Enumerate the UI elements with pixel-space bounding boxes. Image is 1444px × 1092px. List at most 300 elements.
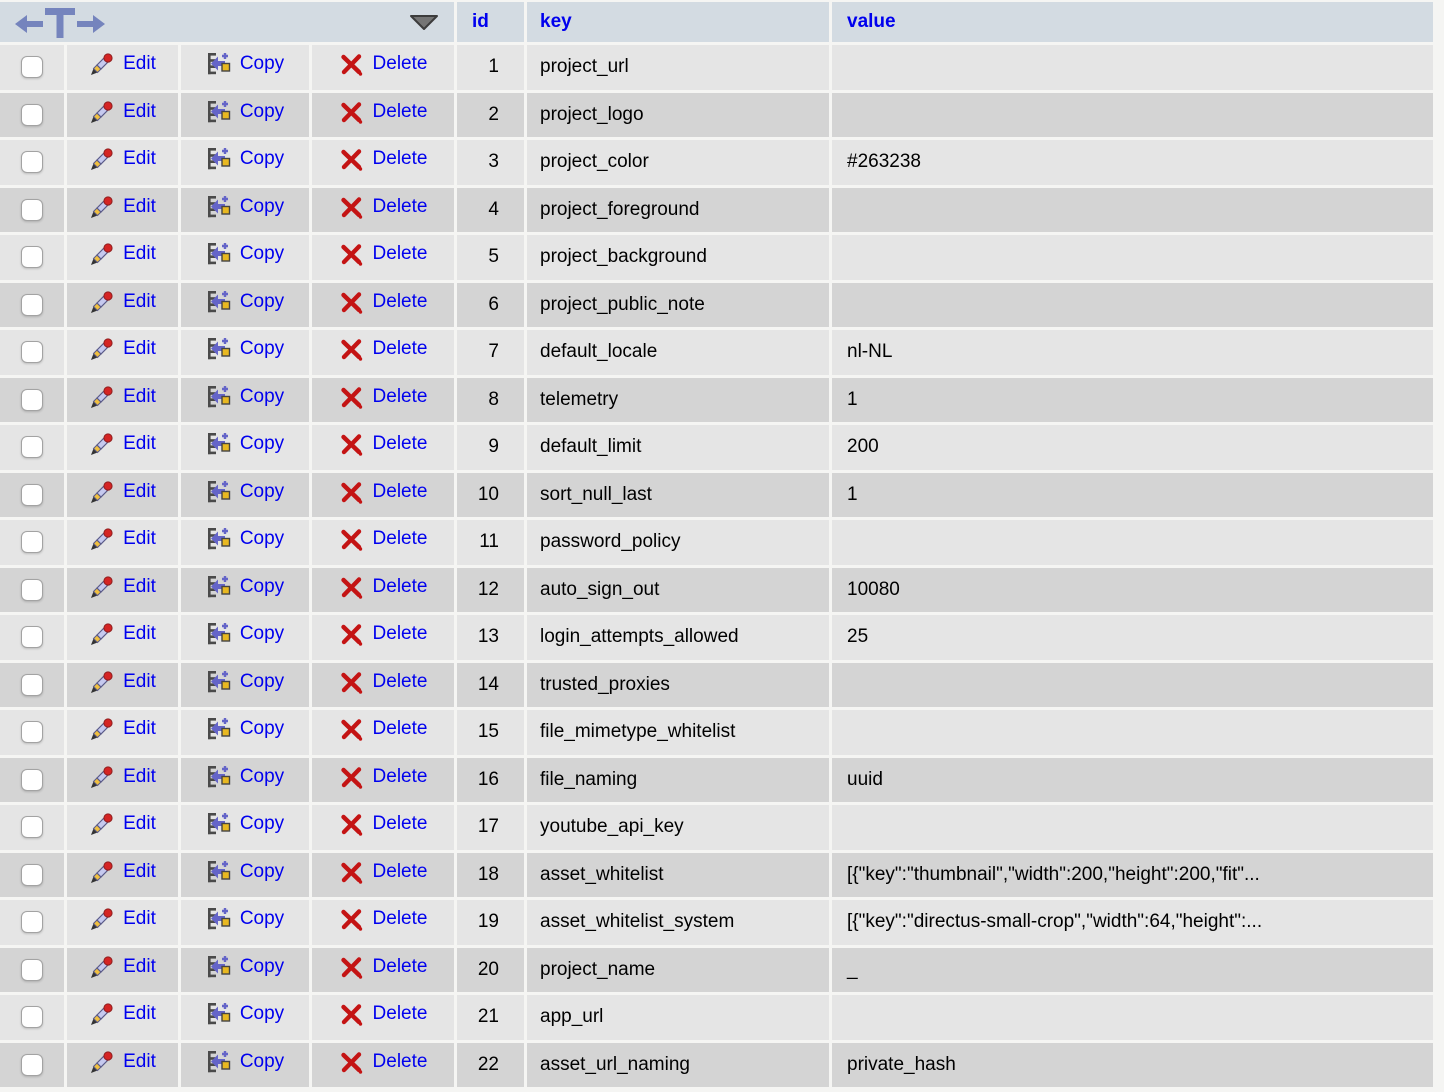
table-row [0, 283, 1433, 328]
row-value: _ [832, 948, 1433, 993]
red-x-icon [339, 194, 365, 220]
column-header-key[interactable]: key [540, 11, 572, 32]
pencil-icon [89, 1001, 115, 1027]
copy-row-icon [206, 859, 232, 885]
edit-label: Edit [123, 195, 156, 217]
row-id: 18 [457, 853, 524, 898]
edit-link[interactable] [89, 574, 156, 600]
row-id: 11 [457, 520, 524, 565]
edit-label: Edit [123, 575, 156, 597]
row-value [832, 235, 1433, 280]
pencil-icon [89, 146, 115, 172]
edit-link[interactable] [89, 716, 156, 742]
copy-label: Copy [239, 290, 285, 312]
row-value [832, 710, 1433, 755]
pencil-icon [89, 431, 115, 457]
row-id: 22 [457, 1043, 524, 1088]
copy-link[interactable] [206, 764, 284, 790]
copy-row-icon [206, 574, 232, 600]
row-key: asset_url_naming [527, 1043, 829, 1088]
table-row [0, 1043, 1433, 1088]
edit-link[interactable] [89, 621, 156, 647]
delete-label: Delete [372, 148, 428, 170]
pencil-icon [89, 526, 115, 552]
pencil-icon [89, 764, 115, 790]
edit-label: Edit [123, 100, 156, 122]
copy-link[interactable] [206, 954, 284, 980]
row-checkbox[interactable] [21, 1054, 43, 1076]
copy-link[interactable] [206, 621, 284, 647]
delete-link[interactable] [339, 526, 428, 552]
table-row [0, 948, 1433, 993]
row-key: app_url [527, 995, 829, 1040]
table-row [0, 758, 1433, 803]
row-key: file_naming [527, 758, 829, 803]
pencil-icon [89, 99, 115, 125]
copy-label: Copy [239, 908, 285, 930]
table-row [0, 425, 1433, 470]
edit-link[interactable] [89, 1049, 156, 1075]
delete-label: Delete [372, 528, 428, 550]
table-row [0, 853, 1433, 898]
copy-row-icon [206, 289, 232, 315]
row-value: [{"key":"directus-small-crop","width":64,"height":... [832, 900, 1433, 945]
row-id: 1 [457, 45, 524, 90]
edit-link[interactable] [89, 336, 156, 362]
edit-link[interactable] [89, 194, 156, 220]
delete-label: Delete [372, 1003, 428, 1025]
delete-label: Delete [372, 53, 428, 75]
edit-label: Edit [123, 1003, 156, 1025]
table-row [0, 235, 1433, 280]
delete-link[interactable] [339, 1001, 428, 1027]
copy-label: Copy [239, 433, 285, 455]
copy-link[interactable] [206, 431, 284, 457]
table-row [0, 805, 1433, 850]
row-key: project_public_note [527, 283, 829, 328]
edit-link[interactable] [89, 99, 156, 125]
edit-label: Edit [123, 385, 156, 407]
delete-link[interactable] [339, 384, 428, 410]
copy-row-icon [206, 716, 232, 742]
row-checkbox[interactable] [21, 721, 43, 743]
delete-link[interactable] [339, 669, 428, 695]
edit-label: Edit [123, 623, 156, 645]
red-x-icon [339, 479, 365, 505]
copy-row-icon [206, 621, 232, 647]
row-value: 25 [832, 615, 1433, 660]
copy-link[interactable] [206, 906, 284, 932]
delete-link[interactable] [339, 954, 428, 980]
row-key: project_color [527, 140, 829, 185]
column-move-icon[interactable] [12, 4, 108, 40]
pencil-icon [89, 621, 115, 647]
delete-link[interactable] [339, 431, 428, 457]
delete-label: Delete [372, 575, 428, 597]
row-id: 7 [457, 330, 524, 375]
row-id: 20 [457, 948, 524, 993]
delete-link[interactable] [339, 574, 428, 600]
column-header-id[interactable]: id [472, 11, 489, 32]
row-value [832, 188, 1433, 233]
copy-row-icon [206, 336, 232, 362]
copy-label: Copy [239, 528, 285, 550]
pencil-icon [89, 241, 115, 267]
edit-link[interactable] [89, 289, 156, 315]
row-id: 5 [457, 235, 524, 280]
edit-label: Edit [123, 433, 156, 455]
row-checkbox[interactable] [21, 1006, 43, 1028]
pencil-icon [89, 384, 115, 410]
red-x-icon [339, 431, 365, 457]
delete-link[interactable] [339, 146, 428, 172]
edit-label: Edit [123, 290, 156, 312]
table-row [0, 900, 1433, 945]
delete-link[interactable] [339, 336, 428, 362]
edit-label: Edit [123, 243, 156, 265]
red-x-icon [339, 526, 365, 552]
red-x-icon [339, 51, 365, 77]
row-checkbox[interactable] [21, 389, 43, 411]
row-value: private_hash [832, 1043, 1433, 1088]
edit-link[interactable] [89, 669, 156, 695]
row-value: uuid [832, 758, 1433, 803]
copy-link[interactable] [206, 716, 284, 742]
delete-link[interactable] [339, 716, 428, 742]
table-row [0, 568, 1433, 613]
copy-row-icon [206, 526, 232, 552]
row-id: 9 [457, 425, 524, 470]
row-id: 6 [457, 283, 524, 328]
pencil-icon [89, 669, 115, 695]
copy-link[interactable] [206, 811, 284, 837]
copy-link[interactable] [206, 241, 284, 267]
row-checkbox[interactable] [21, 579, 43, 601]
row-value: #263238 [832, 140, 1433, 185]
edit-link[interactable] [89, 51, 156, 77]
row-id: 14 [457, 663, 524, 708]
copy-row-icon [206, 479, 232, 505]
row-value: nl-NL [832, 330, 1433, 375]
row-key: sort_null_last [527, 473, 829, 518]
row-checkbox[interactable] [21, 769, 43, 791]
copy-link[interactable] [206, 99, 284, 125]
edit-label: Edit [123, 53, 156, 75]
red-x-icon [339, 289, 365, 315]
row-id: 3 [457, 140, 524, 185]
edit-label: Edit [123, 1050, 156, 1072]
delete-label: Delete [372, 623, 428, 645]
row-key: default_limit [527, 425, 829, 470]
edit-label: Edit [123, 338, 156, 360]
row-value [832, 45, 1433, 90]
copy-row-icon [206, 241, 232, 267]
header-row [0, 2, 1433, 42]
delete-label: Delete [372, 860, 428, 882]
copy-label: Copy [239, 195, 285, 217]
copy-label: Copy [239, 1003, 285, 1025]
row-key: login_attempts_allowed [527, 615, 829, 660]
delete-link[interactable] [339, 764, 428, 790]
copy-label: Copy [239, 718, 285, 740]
red-x-icon [339, 146, 365, 172]
row-checkbox[interactable] [21, 959, 43, 981]
row-checkbox[interactable] [21, 294, 43, 316]
pencil-icon [89, 289, 115, 315]
row-value [832, 93, 1433, 138]
delete-label: Delete [372, 338, 428, 360]
copy-link[interactable] [206, 669, 284, 695]
row-value [832, 663, 1433, 708]
table-row [0, 663, 1433, 708]
row-id: 10 [457, 473, 524, 518]
row-key: youtube_api_key [527, 805, 829, 850]
column-header-value[interactable]: value [847, 11, 896, 32]
copy-row-icon [206, 99, 232, 125]
copy-link[interactable] [206, 336, 284, 362]
delete-link[interactable] [339, 99, 428, 125]
row-checkbox[interactable] [21, 246, 43, 268]
copy-row-icon [206, 431, 232, 457]
red-x-icon [339, 336, 365, 362]
copy-label: Copy [239, 100, 285, 122]
delete-label: Delete [372, 195, 428, 217]
copy-row-icon [206, 146, 232, 172]
pencil-icon [89, 811, 115, 837]
copy-label: Copy [239, 813, 285, 835]
pencil-icon [89, 336, 115, 362]
row-checkbox[interactable] [21, 864, 43, 886]
row-key: password_policy [527, 520, 829, 565]
row-value [832, 995, 1433, 1040]
delete-label: Delete [372, 1050, 428, 1072]
copy-link[interactable] [206, 479, 284, 505]
copy-row-icon [206, 384, 232, 410]
copy-label: Copy [239, 623, 285, 645]
red-x-icon [339, 669, 365, 695]
row-id: 4 [457, 188, 524, 233]
red-x-icon [339, 764, 365, 790]
delete-label: Delete [372, 480, 428, 502]
red-x-icon [339, 1001, 365, 1027]
red-x-icon [339, 384, 365, 410]
delete-link[interactable] [339, 906, 428, 932]
copy-label: Copy [239, 860, 285, 882]
row-key: project_logo [527, 93, 829, 138]
delete-label: Delete [372, 433, 428, 455]
red-x-icon [339, 1049, 365, 1075]
copy-link[interactable] [206, 1001, 284, 1027]
pencil-icon [89, 1049, 115, 1075]
delete-label: Delete [372, 670, 428, 692]
copy-label: Copy [239, 955, 285, 977]
copy-link[interactable] [206, 146, 284, 172]
copy-row-icon [206, 764, 232, 790]
delete-link[interactable] [339, 479, 428, 505]
edit-link[interactable] [89, 526, 156, 552]
delete-link[interactable] [339, 859, 428, 885]
row-id: 12 [457, 568, 524, 613]
pencil-icon [89, 51, 115, 77]
copy-label: Copy [239, 670, 285, 692]
table-row [0, 378, 1433, 423]
edit-link[interactable] [89, 811, 156, 837]
row-checkbox[interactable] [21, 674, 43, 696]
table-row [0, 710, 1433, 755]
table-row [0, 330, 1433, 375]
delete-label: Delete [372, 100, 428, 122]
row-id: 8 [457, 378, 524, 423]
table-row [0, 140, 1433, 185]
row-key: project_url [527, 45, 829, 90]
copy-label: Copy [239, 385, 285, 407]
delete-link[interactable] [339, 194, 428, 220]
table-row [0, 45, 1433, 90]
copy-label: Copy [239, 1050, 285, 1072]
copy-label: Copy [239, 765, 285, 787]
delete-link[interactable] [339, 811, 428, 837]
delete-label: Delete [372, 243, 428, 265]
edit-label: Edit [123, 148, 156, 170]
red-x-icon [339, 621, 365, 647]
copy-label: Copy [239, 148, 285, 170]
edit-link[interactable] [89, 146, 156, 172]
table-row [0, 615, 1433, 660]
table-row [0, 93, 1433, 138]
red-x-icon [339, 811, 365, 837]
red-x-icon [339, 859, 365, 885]
edit-link[interactable] [89, 479, 156, 505]
row-key: file_mimetype_whitelist [527, 710, 829, 755]
row-value: 10080 [832, 568, 1433, 613]
row-key: project_foreground [527, 188, 829, 233]
copy-link[interactable] [206, 51, 284, 77]
pencil-icon [89, 954, 115, 980]
copy-row-icon [206, 954, 232, 980]
copy-link[interactable] [206, 194, 284, 220]
edit-link[interactable] [89, 954, 156, 980]
row-id: 15 [457, 710, 524, 755]
edit-label: Edit [123, 955, 156, 977]
table-row [0, 188, 1433, 233]
row-checkbox[interactable] [21, 341, 43, 363]
settings-table-body [0, 45, 1433, 1087]
row-id: 16 [457, 758, 524, 803]
edit-link[interactable] [89, 241, 156, 267]
edit-link[interactable] [89, 764, 156, 790]
edit-link[interactable] [89, 859, 156, 885]
copy-row-icon [206, 194, 232, 220]
red-x-icon [339, 954, 365, 980]
row-id: 13 [457, 615, 524, 660]
copy-label: Copy [239, 575, 285, 597]
edit-label: Edit [123, 528, 156, 550]
row-checkbox[interactable] [21, 816, 43, 838]
pencil-icon [89, 906, 115, 932]
row-checkbox[interactable] [21, 436, 43, 458]
row-checkbox[interactable] [21, 199, 43, 221]
table-row [0, 473, 1433, 518]
copy-label: Copy [239, 338, 285, 360]
delete-label: Delete [372, 908, 428, 930]
row-key: auto_sign_out [527, 568, 829, 613]
delete-link[interactable] [339, 51, 428, 77]
row-checkbox[interactable] [21, 151, 43, 173]
options-toggle-icon[interactable] [409, 14, 439, 31]
row-id: 2 [457, 93, 524, 138]
row-checkbox[interactable] [21, 484, 43, 506]
copy-label: Copy [239, 480, 285, 502]
table-row [0, 520, 1433, 565]
edit-label: Edit [123, 813, 156, 835]
copy-row-icon [206, 906, 232, 932]
row-checkbox[interactable] [21, 911, 43, 933]
delete-link[interactable] [339, 1049, 428, 1075]
delete-link[interactable] [339, 289, 428, 315]
table-row [0, 995, 1433, 1040]
edit-label: Edit [123, 670, 156, 692]
row-checkbox[interactable] [21, 56, 43, 78]
row-id: 17 [457, 805, 524, 850]
row-checkbox[interactable] [21, 531, 43, 553]
row-value: 200 [832, 425, 1433, 470]
copy-link[interactable] [206, 289, 284, 315]
copy-link[interactable] [206, 859, 284, 885]
copy-label: Copy [239, 53, 285, 75]
row-value [832, 283, 1433, 328]
pencil-icon [89, 574, 115, 600]
row-key: asset_whitelist [527, 853, 829, 898]
edit-label: Edit [123, 765, 156, 787]
row-checkbox[interactable] [21, 626, 43, 648]
pencil-icon [89, 479, 115, 505]
delete-label: Delete [372, 813, 428, 835]
edit-label: Edit [123, 908, 156, 930]
edit-label: Edit [123, 480, 156, 502]
red-x-icon [339, 574, 365, 600]
row-key: trusted_proxies [527, 663, 829, 708]
red-x-icon [339, 906, 365, 932]
copy-link[interactable] [206, 1049, 284, 1075]
row-key: asset_whitelist_system [527, 900, 829, 945]
edit-label: Edit [123, 718, 156, 740]
edit-link[interactable] [89, 1001, 156, 1027]
edit-link[interactable] [89, 431, 156, 457]
edit-label: Edit [123, 860, 156, 882]
copy-label: Copy [239, 243, 285, 265]
red-x-icon [339, 241, 365, 267]
copy-row-icon [206, 51, 232, 77]
delete-link[interactable] [339, 621, 428, 647]
delete-label: Delete [372, 290, 428, 312]
copy-row-icon [206, 1049, 232, 1075]
edit-link[interactable] [89, 906, 156, 932]
row-key: default_locale [527, 330, 829, 375]
pencil-icon [89, 859, 115, 885]
delete-link[interactable] [339, 241, 428, 267]
row-value: 1 [832, 378, 1433, 423]
copy-link[interactable] [206, 574, 284, 600]
copy-link[interactable] [206, 384, 284, 410]
row-key: telemetry [527, 378, 829, 423]
edit-link[interactable] [89, 384, 156, 410]
row-checkbox[interactable] [21, 104, 43, 126]
row-key: project_name [527, 948, 829, 993]
delete-label: Delete [372, 765, 428, 787]
delete-label: Delete [372, 718, 428, 740]
copy-link[interactable] [206, 526, 284, 552]
row-id: 19 [457, 900, 524, 945]
